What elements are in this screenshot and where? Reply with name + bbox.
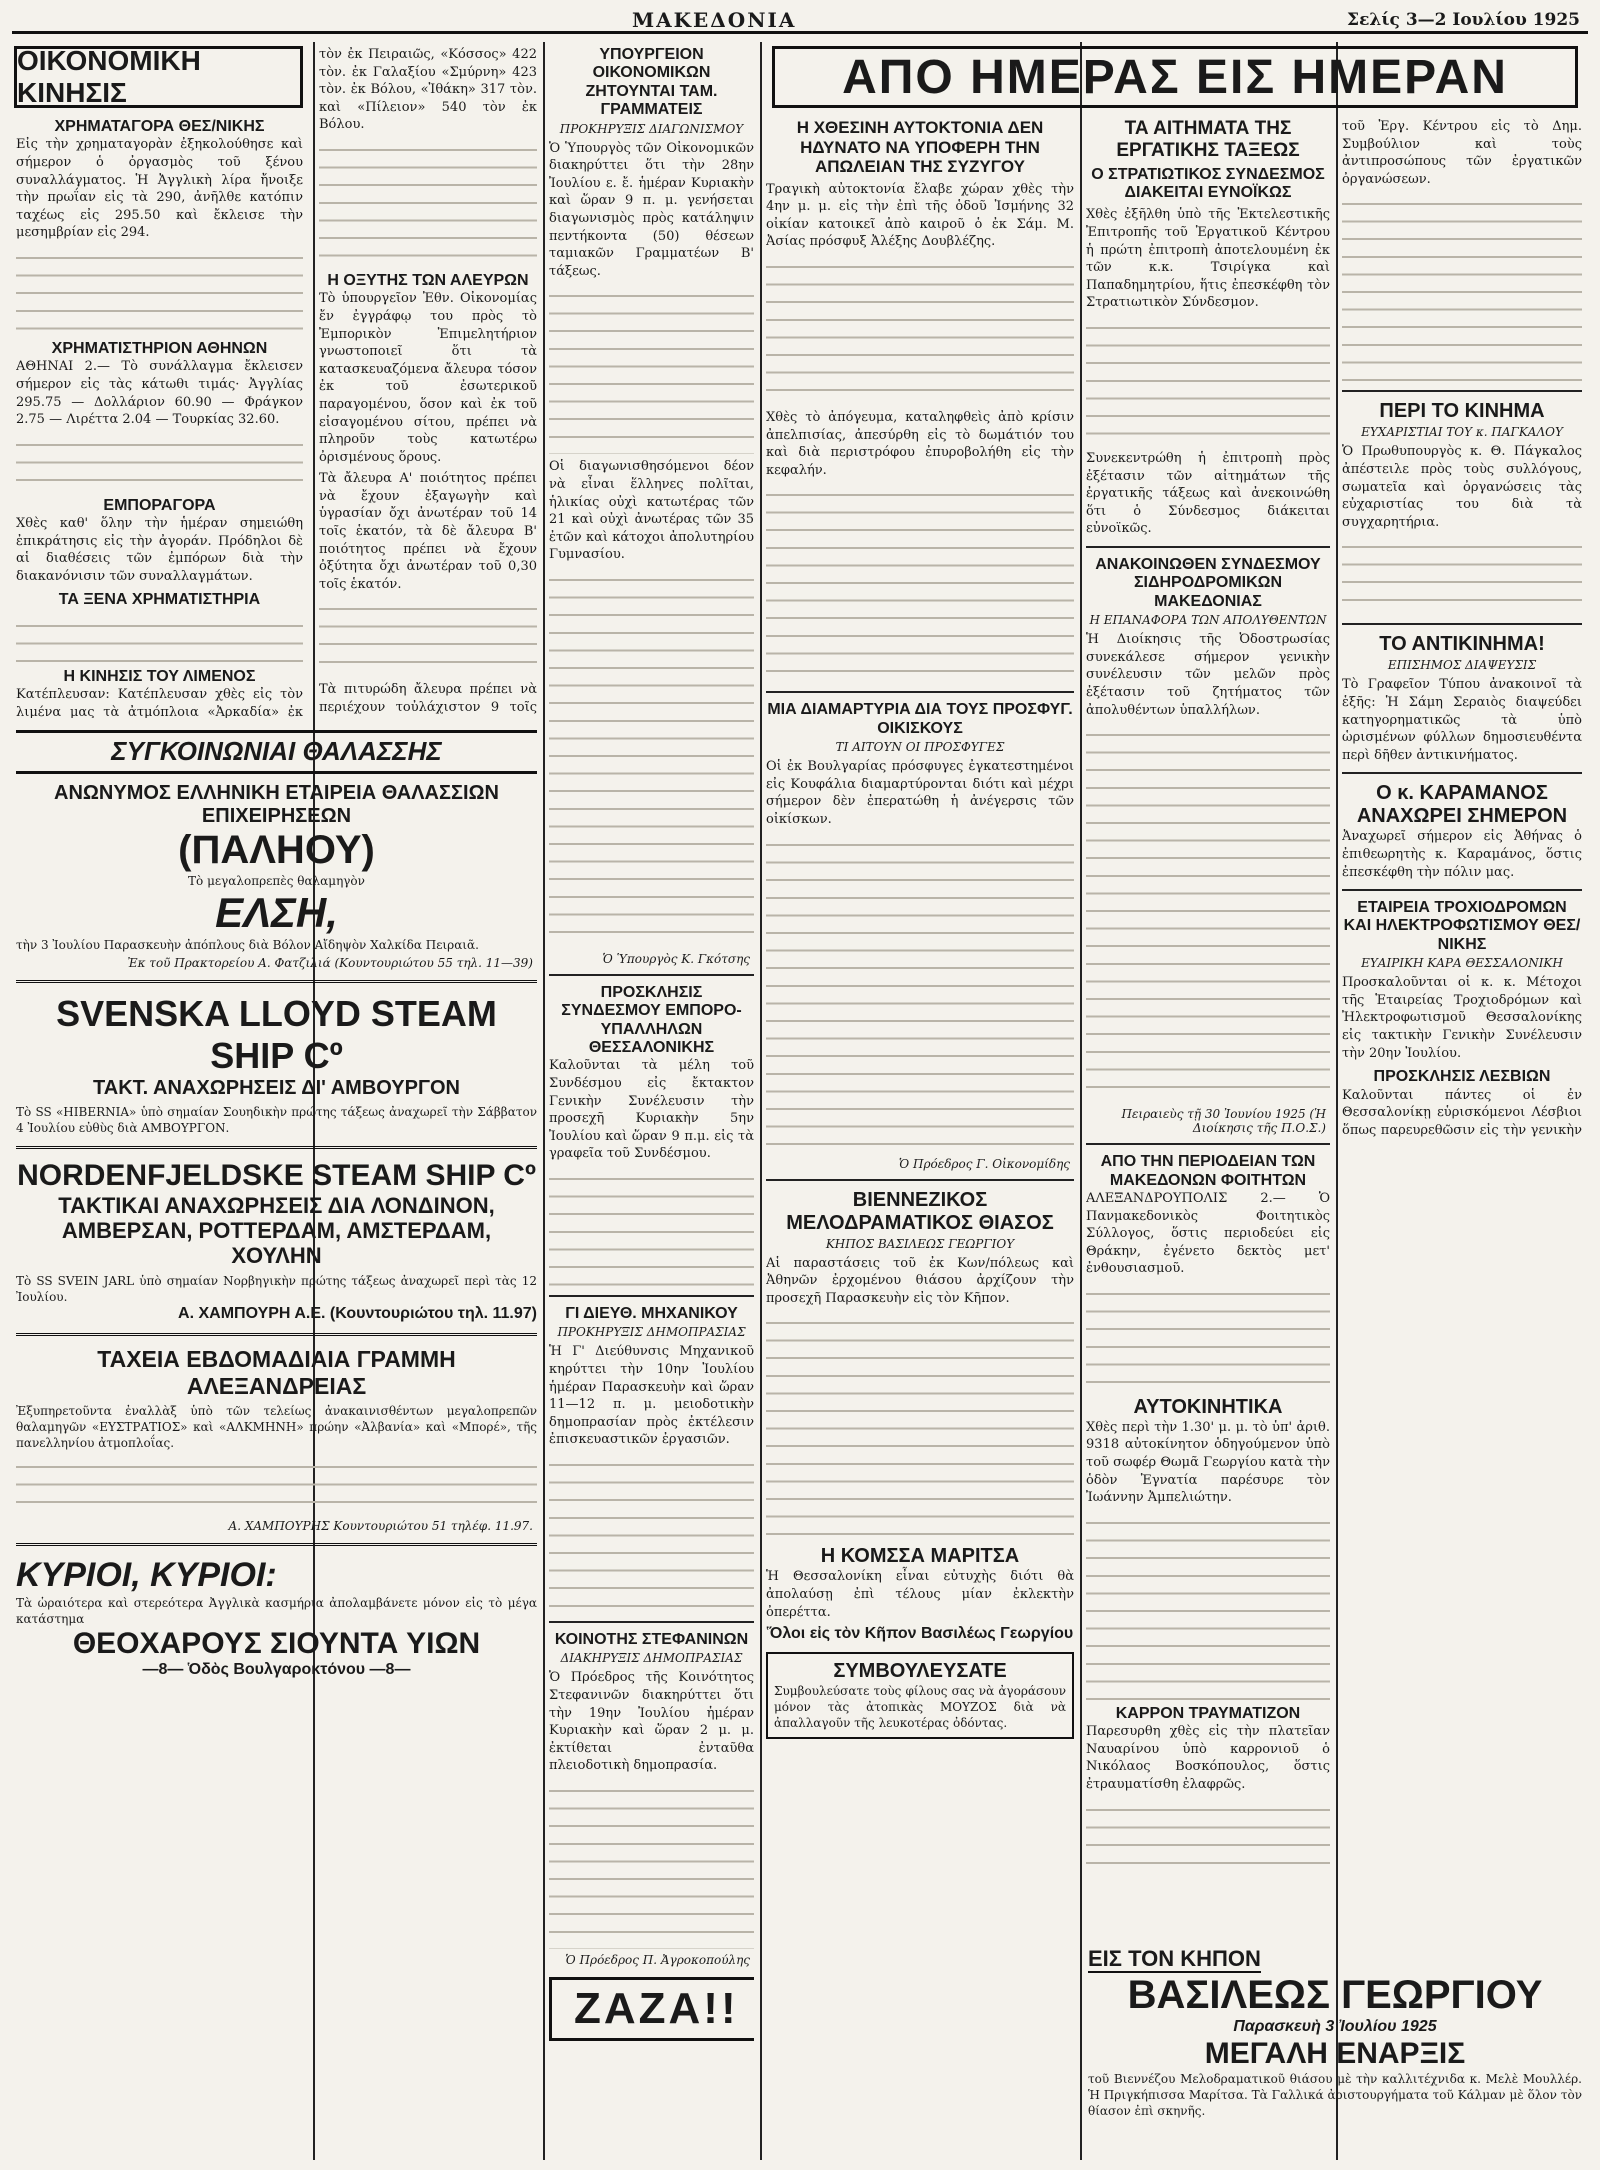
text-body	[1086, 1798, 1330, 1878]
article-text: ΑΘΗΝΑΙ 2.— Τὸ συνάλλαγμα ἔκλεισεν σήμερον εἰς τὰς κάτωθι τιμάς· Ἀγγλίας 295.75 — Δολλάριον 60.90 — Φράγκον 2.75 — Λιρέττα 2.04 — Τουρκίας 32.60.	[16, 359, 303, 428]
advice-ad	[766, 1652, 1074, 1739]
ad-agent: Α. ΧΑΜΠΟΥΡΗΣ Κουντουριώτου 51 τηλέφ. 11.97.	[228, 1519, 533, 1534]
article-heading: ΥΠΟΥΡΓΕΙΟΝ ΟΙΚΟΝΟΜΙΚΩΝ ΖΗΤΟΥΝΤΑΙ ΤΑΜ. ΓΡΑΜΜΑΤΕΙΣ	[585, 46, 718, 119]
column-economy	[16, 118, 303, 718]
article-heading: ΠΡΟΣΚΛΗΣΙΣ ΛΕΣΒΙΩΝ	[1373, 1068, 1551, 1086]
article-text: τὸν ἐκ Πειραιῶς, «Κόσσος» 422 τὸν. ἐκ Γαλαξίου «Σμύρνη» 423 τὸν. ἐκ Βόλου, «Ἰθάκη» 317 τὸν. καὶ «Πίλειον» 540 τὸν ἐκ Βόλου.	[319, 47, 537, 133]
signature: Ὅλοι εἰς τὸν Κῆπον Βασιλέως Γεωργίου	[766, 1625, 1074, 1643]
article-heading: ΑΥΤΟΚΙΝΗΤΙΚΑ	[1133, 1395, 1283, 1418]
ad-text: Τὸ SS «HIBERNIA» ὑπὸ σημαίαν Σουηδικὴν πρώτης τάξεως ἀναχωρεῖ τὴν Σάββατον 4 Ἰουλίου εὐθὺς διὰ ΑΜΒΟΥΡΓΟΝ.	[16, 1104, 537, 1135]
article-text: Καλοῦνται πάντες οἱ ἐν Θεσσαλονίκῃ εὑρισκόμενοι Λέσβιοι ὅπως παρευρεθῶσιν εἰς τὴν γενικὴν	[1342, 1087, 1582, 1138]
day-to-day-banner	[772, 46, 1578, 108]
column-flour	[319, 46, 537, 718]
article-heading: Η ΧΘΕΣΙΝΗ ΑΥΤΟΚΤΟΝΙΑ ΔΕΝ ΗΔΥΝΑΤΟ ΝΑ ΥΠΟΦΕΡΗ ΤΗΝ ΑΠΩΛΕΙΑΝ ΤΗΣ ΣΥΖΥΓΟΥ	[796, 118, 1044, 177]
article-heading: Ο κ. ΚΑΡΑΜΑΝΟΣ ΑΝΑΧΩΡΕΙ ΣΗΜΕΡΟΝ	[1356, 782, 1568, 828]
article-text: Τὸ ὑπουργεῖον Ἐθν. Οἰκονομίας ἔν ἐγγράφῳ του πρὸς τὸ Ἐμπορικὸν Ἐπιμελητήριον γνωστοποιεῖ ὅτι τὰ κατασκευαζόμενα ἄλευρα τόσον ἐκ τοῦ ἐσωτερικοῦ παραγομένου, ὅσον καὶ ἐκ τοῦ εἰσαγομένου σίτου, πρέπει νὰ πληροῦν τοὺς κατωτέρω ὀρισμένους ὅρους.	[319, 291, 537, 465]
ad-divider	[16, 1333, 537, 1336]
section-rule	[549, 1621, 754, 1623]
text-body	[1086, 316, 1330, 446]
signature: Πειραιεὺς τῇ 30 Ἰουνίου 1925 (Ἡ Διοίκησις τῆς Π.Ο.Σ.)	[1121, 1107, 1326, 1136]
article-text: Παρεσυρθη χθὲς εἰς τὴν πλατεῖαν Ναυαρίνου ὑπὸ καρρονιοῦ ὁ Νικόλαος Βοσκόπουλος, ὅστις ἐτραυματίσθη ἐλαφρῶς.	[1086, 1724, 1330, 1793]
article-text: Ἀναχωρεῖ σήμερον εἰς Ἀθήνας ὁ ἐπιθεωρητὴς κ. Καραμάνος, ὅστις ἐπεσκέφθη τὴν πόλιν μας.	[1342, 829, 1582, 880]
article-text: Χθὲς ἐξῆλθη ὑπὸ τῆς Ἐκτελεστικῆς Ἐπιτροπῆς τοῦ Ἐργατικοῦ Κέντρου ἡ πρώτη ἐπιτροπὴ ἀποτελουμένη ἐκ τῶν κ.κ. Τσιρίγκα καὶ Παπαδημητρίου, ἥτις ἐπεσκέφθη τὸν Στρατιωτικὸν Σύνδεσμον.	[1086, 207, 1330, 311]
article-text: Ὁ Ὑπουργὸς τῶν Οἰκονομικῶν διακηρύττει ὅτι τὴν 28ην Ἰουλίου ε. ἔ. ἡμέραν Κυριακὴν καὶ ὥραν 9 π. μ. γενήσεται διαγωνισμὸς πρὸς κατάληψιν πεντήκοντα (50) θέσεων ταμιακῶν Γραμματέων Β' τάξεως.	[549, 140, 754, 279]
article-subheading: ΠΡΟΚΗΡΥΞΙΣ ΔΗΜΟΠΡΑΣΙΑΣ	[557, 1325, 746, 1340]
issue-date: Σελίς 3—2 Ιουλίου 1925	[1347, 10, 1580, 30]
ad-divider	[16, 1146, 537, 1149]
article-heading: ΧΡΗΜΑΤΙΣΤΗΡΙΟΝ ΑΘΗΝΩΝ	[51, 339, 268, 357]
article-text: Χθὲς περὶ τὴν 1.30' μ. μ. τὸ ὑπ' ἀριθ. 9318 αὐτοκίνητον ὁδηγούμενον ὑπὸ τοῦ σωφέρ Θωμᾶ Γεωργίου κατὰ τὴν ὁδὸν Ἐγνατία παρέσυρε τὸν Ἰωάννην Ἀμπελιώτην.	[1086, 1419, 1330, 1506]
palhou-ad	[16, 782, 537, 970]
banner-title: ΑΠΟ ΗΜΕΡΑΣ ΕΙΣ ΗΜΕΡΑΝ	[842, 50, 1508, 104]
article-heading: Η ΟΞΥΤΗΣ ΤΩΝ ΑΛΕΥΡΩΝ	[327, 271, 529, 289]
text-body	[549, 284, 754, 454]
svenska-ad	[16, 993, 537, 1136]
section-rule	[549, 974, 754, 976]
article-text: Τὰ ἄλευρα Α' ποιότητος πρέπει νὰ ἔχουν ἐξαγωγὴν καὶ ὑγρασίαν ὄχι ἀνωτέραν τοῦ 14 τοῖς ἑκατόν, τὰ δὲ ἄλευρα Β' ποιότητος πρέπει νὰ ἔχουν ὀξύτητα ὄχι ἀνωτέραν τοῦ 0,30 τοῖς ἑκατόν.	[319, 471, 537, 592]
article-subheading: ΠΡΟΚΗΡΥΞΙΣ ΔΙΑΓΩΝΙΣΜΟΥ	[559, 121, 744, 136]
column-politics	[1342, 118, 1582, 1138]
article-text: Χθὲς καθ' ὅλην τὴν ἡμέραν σημειώθη ἐπικράτησις εἰς τὴν ἀγοράν. Πρόδηλοι δὲ αἱ διαθέσεις τῶν ἐμπόρων διὰ τὴν διακανόνισιν τῶν συναλλαγμάτων.	[16, 516, 303, 584]
ad-text: Ἐξυπηρετοῦντα ἐναλλὰξ ὑπὸ τῶν τελείως ἀνακαινισθέντων μεγαλοπρεπῶν θαλαμηγῶν «ΕΥΣΤΡΑΤΙΟΣ» καὶ «ΑΛΚΜΗΝΗ» πρώην «Ἀλβανία» καὶ «Μπορέ», τῆς πανελληνίου ἀτμοπλοΐας.	[16, 1404, 537, 1451]
article-heading: ΧΡΗΜΑΤΑΓΟΡΑ ΘΕΣ/ΝΙΚΗΣ	[54, 118, 265, 135]
ad-text: Τὸ μεγαλοπρεπὲς θαλαμηγὸν	[188, 873, 365, 888]
article-text: Ὁ Πρόεδρος τῆς Κοινότητος Στεφανινῶν διακηρύττει ὅτι τὴν 19ην Ἰουλίου ἡμέραν Κυριακὴν καὶ ὥραν 2 μ. μ. ἐκτίθεται ἐνταῦθα πλειοδοτικὴ δημοπρασία.	[549, 1670, 754, 1774]
event-date: Παρασκευὴ 3 Ἰουλίου 1925	[1233, 2018, 1437, 2036]
text-body	[1342, 535, 1582, 615]
section-rule	[1086, 1143, 1330, 1145]
article-text: Τὸ Γραφεῖον Τύπου ἀνακοινοῖ τὰ ἑξῆς: Ἡ Σάμη Σεραιὸς διαψεύδει κατηγορηματικῶς τὰ ὑπὸ ὡρισμένων φύλλων δημοσιευθέντα περὶ δῆθεν ἀντικινήματος.	[1342, 677, 1582, 763]
company-short: (ΠΑΛΗΟΥ)	[178, 827, 375, 872]
column-rule	[760, 42, 762, 2160]
article-text: Κατέπλευσαν: Κατέπλευσαν χθὲς εἰς τὸν λιμένα μας τὰ ἀτμόπλοια «Ἀρκαδία» ἐκ	[16, 687, 303, 718]
article-heading: ΕΤΑΙΡΕΙΑ ΤΡΟΧΙΟΔΡΟΜΩΝ ΚΑΙ ΗΛΕΚΤΡΟΦΩΤΙΣΜΟΥ ΘΕΣ/ΝΙΚΗΣ	[1343, 899, 1581, 953]
article-text: Οἱ ἐκ Βουλγαρίας πρόσφυγες ἐγκατεστημένοι εἰς Κουφάλια διαμαρτύρονται διότι καὶ μέχρι σήμερον δὲν ἐπερατώθη ἡ ἀνέγερσις τῶν οἰκίσκων.	[766, 759, 1074, 827]
signature: Ὁ Πρόεδρος Π. Ἀγροκοπούλης	[565, 1952, 750, 1967]
banner-title: ΟΙΚΟΝΟΜΙΚΗ ΚΙΝΗΣΙΣ	[17, 45, 201, 108]
section-rule	[1342, 889, 1582, 891]
article-heading: ΚΟΙΝΟΤΗΣ ΣΤΕΦΑΝΙΝΩΝ	[554, 1630, 749, 1648]
ad-divider	[16, 1543, 537, 1546]
column-announcements	[549, 46, 754, 2164]
economic-news-banner	[14, 46, 303, 108]
text-body	[549, 1779, 754, 1949]
newspaper-name: ΜΑΚΕΔΟΝΙΑ	[632, 8, 797, 32]
article-text: Οἱ διαγωνισθησόμενοι δέον νὰ εἶναι ἕλληνες πολῖται, ἡλικίας οὐχὶ κατωτέρας τῶν 21 καὶ οὐχὶ ἀνωτέρας τῶν 35 ἐτῶν καὶ κάτοχοι ἀπολυτηρίου Γυμνασίου.	[549, 459, 754, 563]
event-title: ΜΕΓΑΛΗ ΕΝΑΡΞΙΣ	[1204, 2036, 1466, 2070]
article-subheading: ΔΙΑΚΗΡΥΞΙΣ ΔΗΜΟΠΡΑΣΙΑΣ	[560, 1651, 743, 1666]
text-body	[766, 1311, 1074, 1541]
article-text: Καλοῦνται τὰ μέλη τοῦ Συνδέσμου εἰς ἔκτακτον Γενικὴν Συνέλευσιν τὴν προσεχῆ Κυριακὴν 5ην Ἰουλίου καὶ ὥραν 9 π.μ. εἰς τὰ γραφεῖα τοῦ Συνδέσμου.	[549, 1058, 754, 1162]
article-heading: Η ΚΙΝΗΣΙΣ ΤΟΥ ΛΙΜΕΝΟΣ	[63, 667, 256, 685]
text-body	[16, 246, 303, 336]
article-text: Αἱ παραστάσεις τοῦ ἐκ Κων/πόλεως καὶ Ἀθηνῶν ἐρχομένου θιάσου ἀρχίζουν τὴν προσεχῆ Παρασκευὴν εἰς τὸν Κῆπον.	[766, 1255, 1074, 1306]
section-rule	[549, 1295, 754, 1297]
article-text: Ἡ Γ' Διεύθυνσις Μηχανικοῦ κηρύττει τὴν 10ην Ἰουλίου ἡμέραν Παρασκευὴν καὶ ὥραν 11—12 π. μ. μειοδοτικὴν δημοπρασίαν πρὸς ἐκτέλεσιν ἐπισκευαστικῶν ἐργασιῶν.	[549, 1344, 754, 1448]
company-name: ΑΝΩΝΥΜΟΣ ΕΛΛΗΝΙΚΗ ΕΤΑΙΡΕΙΑ ΘΑΛΑΣΣΙΩΝ ΕΠΙΧΕΙΡΗΣΕΩΝ	[54, 781, 499, 827]
section-rule	[766, 1179, 1074, 1181]
signature: Ὁ Ὑπουργὸς Κ. Γκότσης	[602, 951, 750, 966]
article-heading: ΕΜΠΟΡΑΓΟΡΑ	[103, 496, 216, 514]
text-body	[766, 255, 1074, 405]
article-text: Εἰς τὴν χρηματαγορὰν ἐξηκολούθησε καὶ σήμερον ὁ ὀργασμὸς τοῦ ξένου συναλλάγματος. Ἡ Ἀγγλικὴ λίρα ἤνοιξε τὴν πρωΐαν εἰς τὰ 290, ἀνῆλθε κατόπιν ταχέως εἰς 295.50 καὶ ἔκλεισε τὴν μεσημβρίαν εἰς 294.	[16, 137, 303, 241]
ad-divider	[16, 980, 537, 983]
article-text: Προσκαλοῦνται οἱ κ. κ. Μέτοχοι τῆς Ἑταιρείας Τροχιοδρόμων καὶ Ἠλεκτροφωτισμοῦ Θεσσαλονίκης εἰς τακτικὴν Γενικὴν Συνέλευσιν τὴν 20ην Ἰουλίου.	[1342, 975, 1582, 1061]
text-body	[319, 597, 537, 677]
text-body	[549, 568, 754, 948]
article-subheading: ΕΥΧΑΡΙΣΤΙΑΙ ΤΟΥ κ. ΠΑΓΚΑΛΟΥ	[1361, 425, 1563, 440]
section-rule	[766, 691, 1074, 693]
article-text: Τραγικὴ αὐτοκτονία ἔλαβε χώραν χθὲς τὴν 4ην μ. μ. εἰς τὴν ἐπὶ τῆς ὁδοῦ Ἰσμήνης 32 οἰκίαν κατοικεῖ ἀπὸ καιροῦ ὁ ἐκ Σάμ. Μ. Ἀσίας πρόσφυξ Ἀλέξης Δουβλέζης.	[766, 181, 1074, 250]
article-text: Ἡ Θεσσαλονίκη εἶναι εὐτυχὴς διότι θὰ ἀπολαύσῃ ἐπὶ τέλους μίαν ἐκλεκτὴν ὀπερέττα.	[766, 1569, 1074, 1620]
article-text: Χθὲς τὸ ἀπόγευμα, καταληφθεὶς ἀπὸ κρίσιν ἀπελπισίας, ἀπεσύρθη εἰς τὸ δωμάτιόν του καὶ διὰ περιστρόφου ἐπυροβολήθη εἰς τὴν κεφαλήν.	[766, 410, 1074, 478]
garden-ad	[1088, 1946, 1582, 2156]
article-heading: ΤΑ ΑΙΤΗΜΑΤΑ ΤΗΣ ΕΡΓΑΤΙΚΗΣ ΤΑΞΕΩΣ	[1116, 118, 1300, 161]
ad-subtitle: ΤΑΚΤ. ΑΝΑΧΩΡΗΣΕΙΣ ΔΙ' ΑΜΒΟΥΡΓΟΝ	[93, 1076, 460, 1099]
ad-text: τοῦ Βιεννέζου Μελοδραματικοῦ θιάσου μὲ τὴν καλλιτέχνιδα κ. Μελὲ Μουλλέρ. Ἡ Πριγκήπισσα Μαρίτσα. Τὰ Γαλλικά ἀριστουργήματα τοῦ Κάλμαν μὲ ὅλον τὸν θίασον ἐπὶ σκηνῆς.	[1088, 2071, 1582, 2118]
text-body	[16, 614, 303, 664]
article-text: Συνεκεντρώθη ἡ ἐπιτροπὴ πρὸς ἐξέτασιν τῶν αἰτημάτων τῆς ἐργατικῆς τάξεως καὶ ἀνεκοινώθη ὅτι ὁ Σύνδεσμος διάκειται εὐνοϊκῶς.	[1086, 451, 1330, 537]
ad-agent: Ἐκ τοῦ Πρακτορείου Α. Φατζιλιά (Κουντουριώτου 55 τηλ. 11—39)	[127, 955, 533, 970]
section-rule	[1342, 772, 1582, 774]
text-body	[549, 1167, 754, 1287]
company-name: NORDENFJELDSKE STEAM SHIP Cº	[17, 1158, 536, 1192]
zaza-ad	[549, 1977, 754, 2041]
article-subheading: ΕΠΙΣΗΜΟΣ ΔΙΑΨΕΥΣΙΣ	[1387, 658, 1537, 673]
article-heading: ΠΡΟΣΚΛΗΣΙΣ ΣΥΝΔΕΣΜΟΥ ΕΜΠΟΡΟ-ΥΠΑΛΛΗΛΩΝ ΘΕΣΣΑΛΟΝΙΚΗΣ	[561, 983, 742, 1057]
article-text: Ὁ Πρωθυπουργὸς κ. Θ. Πάγκαλος ἀπέστειλε πρὸς τοὺς συλλόγους, σωματεῖα καὶ ὀργανώσεις τὰς εὐχαριστίας του διὰ τὰ συγχαρητήρια.	[1342, 444, 1582, 530]
text-body	[16, 1455, 537, 1515]
article-text: τοῦ Ἐργ. Κέντρου εἰς τὸ Δημ. Συμβούλιον καὶ τοὺς ἀντιπροσώπους τῶν ἐργατικῶν ὀργανώσεων.	[1342, 119, 1582, 187]
newspaper-page	[12, 6, 1588, 2164]
column-labor	[1086, 118, 1330, 2170]
article-subheading: ΤΙ ΑΙΤΟΥΝ ΟΙ ΠΡΟΣΦΥΓΕΣ	[835, 740, 1005, 755]
text-body	[319, 138, 537, 268]
text-body	[766, 833, 1074, 1153]
text-body	[1342, 192, 1582, 382]
text-body	[1086, 1511, 1330, 1701]
article-text: ΑΛΕΞΑΝΔΡΟΥΠΟΛΙΣ 2.— Ὁ Πανμακεδονικὸς Φοιτητικὸς Σύλλογος, ὅστις περιοδεύει εἰς Θράκην, ἐγένετο δεκτὸς μετ' ἐνθουσιασμοῦ.	[1086, 1190, 1330, 1277]
ad-title: ΤΑΧΕΙΑ ΕΒΔΟΜΑΔΙΑΙΑ ΓΡΑΜΜΗ ΑΛΕΞΑΝΔΡΕΙΑΣ	[97, 1346, 456, 1399]
column-news	[766, 118, 1074, 2170]
running-header	[12, 6, 1588, 34]
article-heading: ΒΙΕΝΝΕΖΙΚΟΣ ΜΕΛΟΔΡΑΜΑΤΙΚΟΣ ΘΙΑΣΟΣ	[786, 1188, 1054, 1234]
alexandria-ad	[16, 1346, 537, 1533]
ship-name: ΕΛΣΗ,	[215, 888, 338, 936]
article-heading: ΓΙ ΔΙΕΥΘ. ΜΗΧΑΝΙΚΟΥ	[565, 1305, 738, 1322]
text-body	[766, 483, 1074, 683]
article-heading: ΤΑ ΞΕΝΑ ΧΡΗΜΑΤΙΣΤΗΡΙΑ	[58, 591, 261, 609]
ad-text: Τὰ ὡραιότερα καὶ στερεότερα Ἀγγλικὰ κασμήρια ἀπολαμβάνετε μόνον εἰς τὸ μέγα κατάστημα	[16, 1596, 537, 1627]
company-name: SVENSKA LLOYD STEAM SHIP Cº	[56, 992, 497, 1076]
nordenfjeldske-ad	[16, 1159, 537, 1323]
shop-address: —8— Ὁδὸς Βουλγαροκτόνου —8—	[142, 1661, 411, 1679]
ad-text: τὴν 3 Ἰουλίου Παρασκευὴν ἀπόπλους διὰ Βόλον Αἴδηψὸν Χαλκίδα Πειραιᾶ.	[16, 937, 479, 952]
article-heading: Ο ΣΤΡΑΤΙΩΤΙΚΟΣ ΣΥΝΔΕΣΜΟΣ ΔΙΑΚΕΙΤΑΙ ΕΥΝΟΪΚΩΣ	[1091, 165, 1325, 202]
article-text: Τὰ πιτυρώδη ἄλευρα πρέπει νὰ περιέχουν τοὐλάχιστον 9 τοῖς	[319, 682, 537, 716]
text-body	[16, 433, 303, 493]
text-body	[1086, 1282, 1330, 1392]
zaza-title: ΖΑΖΑ!!	[549, 1977, 754, 2041]
garden-name: ΒΑΣΙΛΕΩΣ ΓΕΩΡΓΙΟΥ	[1127, 1973, 1543, 2018]
section-rule	[1342, 390, 1582, 392]
article-heading: Η ΚΟΜΣΣΑ ΜΑΡΙΤΣΑ	[820, 1545, 1020, 1568]
ad-subtitle: ΤΑΚΤΙΚΑΙ ΑΝΑΧΩΡΗΣΕΙΣ ΔΙΑ ΛΟΝΔΙΝΟΝ, ΑΜΒΕΡΣΑΝ, ΡΟΤΤΕΡΔΑΜ, ΑΜΣΤΕΡΔΑΜ, ΧΟΥΛΗΝ	[58, 1192, 495, 1269]
ad-agent: Α. ΧΑΜΠΟΥΡΗ Α.Ε. (Κουντουριώτου τηλ. 11.97)	[178, 1304, 537, 1322]
shop-name: ΘΕΟΧΑΡΟΥΣ ΣΙΟΥΝΤΑ ΥΙΩΝ	[72, 1627, 481, 1661]
article-subheading: ΕΥΑΙΡΙΚΗ ΚΑΡΑ ΘΕΣΣΑΛΟΝΙΚΗ	[1361, 956, 1563, 971]
theoharous-ad	[16, 1556, 537, 1679]
shipping-ads	[16, 730, 537, 2160]
section-rule	[1086, 546, 1330, 548]
ad-title: ΣΥΜΒΟΥΛΕΥΣΑΤΕ	[833, 1659, 1007, 1682]
text-body	[1086, 723, 1330, 1103]
column-rule	[543, 42, 545, 2160]
ad-text: Συμβουλεύσατε τοὺς φίλους σας νὰ ἀγοράσουν μόνον τὰς ἀτοπικὰς ΜΟΥΖΟΣ διὰ νὰ ἀπαλλαγοῦν τῆς λευκοτέρας ὀδόντας.	[774, 1683, 1066, 1730]
column-rule	[1080, 42, 1082, 2160]
article-heading: ΑΠΟ ΤΗΝ ΠΕΡΙΟΔΕΙΑΝ ΤΩΝ ΜΑΚΕΔΟΝΩΝ ΦΟΙΤΗΤΩΝ	[1100, 1153, 1316, 1189]
section-rule	[1342, 623, 1582, 625]
article-heading: ΜΙΑ ΔΙΑΜΑΡΤΥΡΙΑ ΔΙΑ ΤΟΥΣ ΠΡΟΣΦΥΓ. ΟΙΚΙΣΚΟΥΣ	[767, 701, 1073, 737]
ad-text: Τὸ SS SVEIN JARL ὑπὸ σημαίαν Νορβηγικὴν πρώτης τάξεως ἀναχωρεῖ περὶ τὰς 12 Ἰουλίου.	[16, 1273, 537, 1304]
article-heading: ΠΕΡΙ ΤΟ ΚΙΝΗΜΑ	[1379, 400, 1545, 423]
text-body	[549, 1453, 754, 1613]
sea-transport-title: ΣΥΓΚΟΙΝΩΝΙΑΙ ΘΑΛΑΣΣΗΣ	[16, 730, 537, 774]
signature: Ὁ Πρόεδρος Γ. Οἰκονομίδης	[898, 1156, 1070, 1171]
article-heading: ΚΑΡΡΟΝ ΤΡΑΥΜΑΤΙΖΟΝ	[1115, 1704, 1301, 1722]
article-subheading: Η ΕΠΑΝΑΦΟΡΑ ΤΩΝ ΑΠΟΛΥΘΕΝΤΩΝ	[1089, 613, 1327, 628]
article-heading: ΑΝΑΚΟΙΝΩΘΕΝ ΣΥΝΔΕΣΜΟΥ ΣΙΔΗΡΟΔΡΟΜΙΚΩΝ ΜΑΚΕΔΟΝΙΑΣ	[1095, 556, 1321, 610]
article-heading: ΤΟ ΑΝΤΙΚΙΝΗΜΑ!	[1379, 633, 1545, 656]
article-text: Ἡ Διοίκησις τῆς Ὀδοστρωσίας συνεκάλεσε σήμερον γενικὴν συνέλευσιν τῶν μελῶν πρὸς ἐξέτασιν τοῦ ζητήματος τῶν ἀπολυθέντων ὑπαλλήλων.	[1086, 632, 1330, 718]
ad-title: ΕΙΣ ΤΟΝ ΚΗΠΟΝ	[1088, 1946, 1261, 1973]
ad-title: ΚΥΡΙΟΙ, ΚΥΡΙΟΙ:	[16, 1556, 277, 1595]
article-subheading: ΚΗΠΟΣ ΒΑΣΙΛΕΩΣ ΓΕΩΡΓΙΟΥ	[825, 1236, 1015, 1251]
column-rule	[1336, 42, 1338, 2160]
